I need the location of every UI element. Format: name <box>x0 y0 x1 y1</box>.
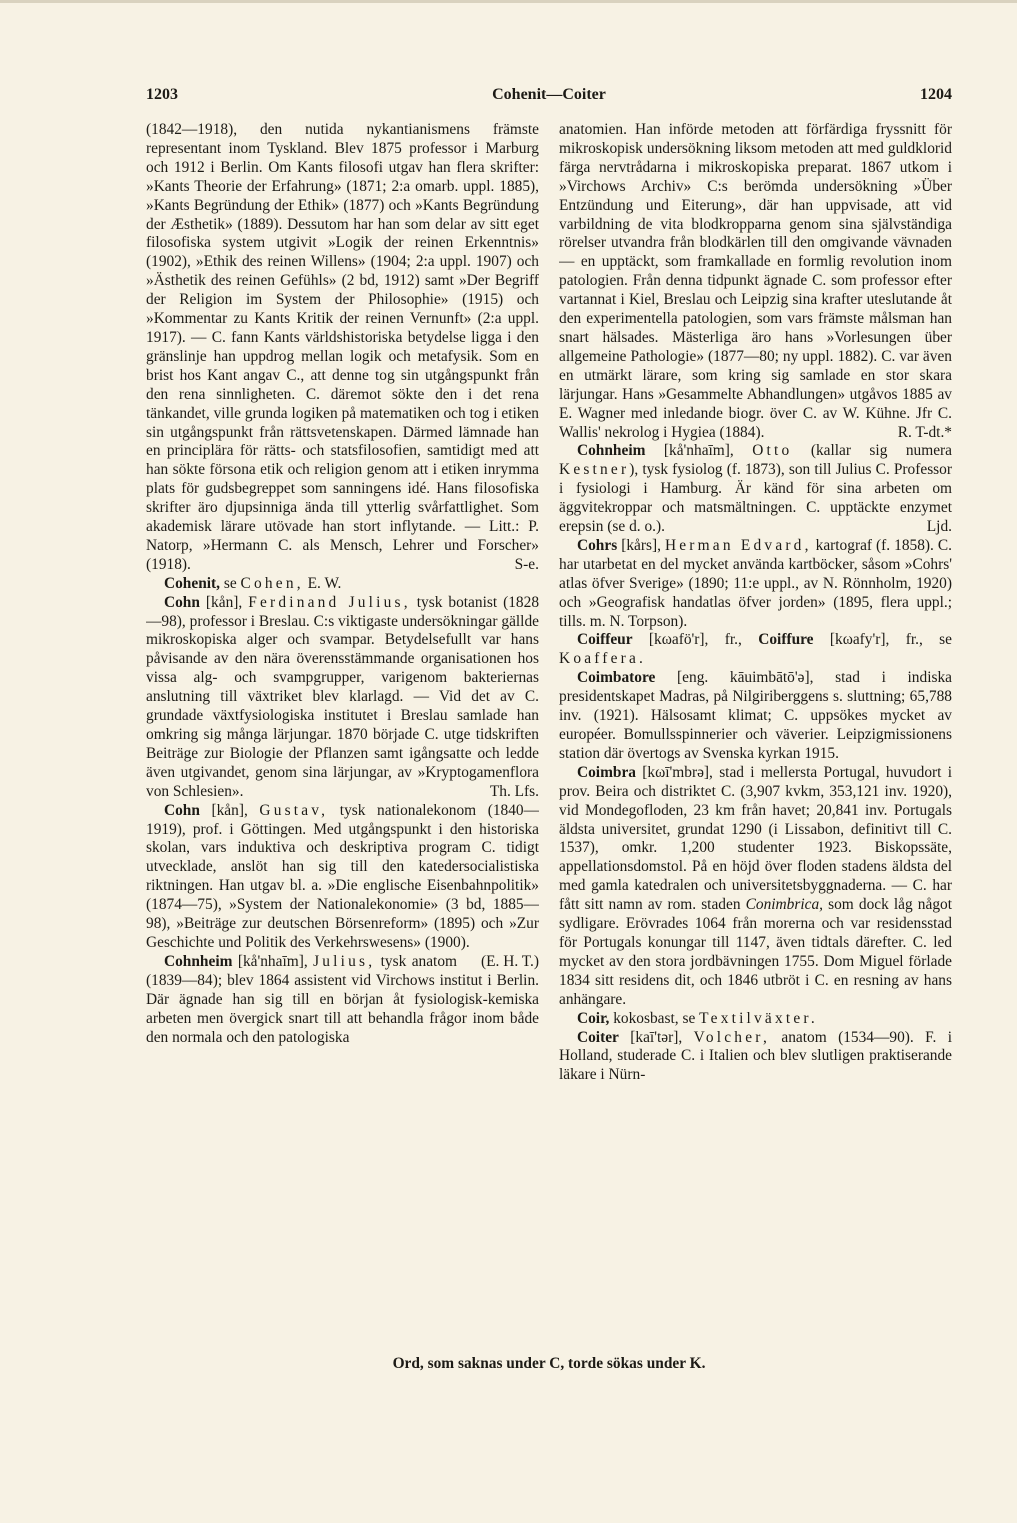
entry-text: [eng. kāuimbātō'ə], stad i indiska presidentskapet Madras, på Nilgiriberggens s. sluttning; 65,788 inv. (1921). Hälsosamt klimat; C. uppsökes mycket av européer. Bomullsspinnerier och väverier. Leipzigmissionens station där övertogs av Svenska kyrkan 1915. <box>559 669 952 762</box>
entry-text: tysk nationalekonom (1840—1919), prof. i Göttingen. Med utgångspunkt i den historiska skolan, vars induktiva och deskriptiva program C. tidigt utvecklade, anslöt han sig till den katedersocialistiska riktningen. Han utgav bl. a. »Die englische Eisenbahnpolitik» (1874—75), »System der Nationalekonomie» (3 bd, 1885—98), »Beiträge zur deutschen Börsenreform» (1895) och »Zur Geschichte und Politik des Verkehrswesens» (1900). <box>146 801 539 951</box>
entry-text: se <box>220 574 241 592</box>
entry-coiffeur <box>559 631 952 669</box>
entry-coiter <box>559 1029 952 1086</box>
headword: Cohnheim <box>577 442 646 460</box>
entry-text: (kallar sig numera <box>792 442 952 460</box>
author-signature: R. T-dt.* <box>897 423 952 441</box>
author-signature: (E. H. T.) <box>481 952 539 970</box>
person-name: Otto <box>752 442 793 460</box>
headword: Coiffure <box>758 631 814 649</box>
person-name: Herman Edvard, <box>664 536 812 554</box>
pronunciation: [kårs], <box>617 536 665 554</box>
pronunciation: [kaī'tər], <box>618 1028 694 1046</box>
page-number-right: 1204 <box>920 86 952 103</box>
cross-reference: Textilväxter. <box>699 1009 818 1027</box>
headword: Coir, <box>577 1009 610 1027</box>
entry-coir <box>559 1010 952 1029</box>
entry-cohnheim-otto <box>559 442 952 537</box>
entry-text: ), tysk fysiolog (f. 1873), son till Julius C. Professor i fysiologi i Hamburg. Är känd för sina arbeten om äggvitekroppar och matsmältningen. C. upptäckte enzymet erepsin (se d. o.). <box>559 461 952 536</box>
author-signature: Th. Lfs. <box>489 782 539 800</box>
person-name: Ferdinand Julius, <box>248 593 411 611</box>
page-number-left: 1203 <box>146 86 178 103</box>
headword: Coimbatore <box>577 669 656 687</box>
right-column <box>559 121 952 1356</box>
entry-text: kartograf (f. 1858). C. har utarbetat en del mycket använda kartböcker, såsom »Cohrs' atlas öfver Sverige» (1890; 11:e uppl., av N. Rönnholm, 1920) och »Geografisk handatlas öfver jorden» (1895, flera uppl.; tills. m. N. Torpson). <box>559 536 952 630</box>
running-title: Cohenit—Coiter <box>492 86 606 103</box>
entry-text: (1842—1918), den nutida nykantianismens främste representant inom Tyskland. Blev 1875 professor i Marburg och 1912 i Berlin. Om Kants filosofi utgav han flera skrifter: »Kants Theorie der Erfahrung» (1871; 2:a omarb. uppl. 1885), »Kants Begründung der Ethik» (1877) och »Kants Begründung der Æsthetik» (1889). Dessutom har han som delar av sitt eget filosofiska system utgivit »Logik der reinen Erkenntnis» (1902), »Ethik des reinen Willens» (1904; 2:a uppl. 1907) och »Ästhetik des reinen Gefühls» (2 bd, 1912) samt »Der Begriff der Religion im System der Philosophie» (1915) och »Kommentar zu Kants Kritik der reinen Vernunft» (2:a uppl. 1917). — C. fann Kants världshistoriska betydelse ligga i den gränslinje han uppdrog mellan logik och metafysik. Som en brist hos Kant angav C., att denne tog sin utgångspunkt från den rena sinnligheten. C. däremot sökte den i det rena tänkandet, ville grunda logiken på matematiken och tog i etiken sin utgångspunkt från rättsvetenskapen. Därmed lämnade han en principlära för rätts- och statsfilosofien, samtidigt med att han sökte försona etik och religion genom att i etiken inrymma plats för gudsbegreppet som sanningens idé. Hans filosofiska skrifter äro djupsinniga ända till ytterlig svårfattlighet. Som akademisk lärare utövade han stort inflytande. — Litt.: P. Natorp, »Hermann C. als Mensch, Lehrer und Forscher» (1918). <box>146 121 539 573</box>
headword: Coiter <box>577 1028 619 1046</box>
left-column <box>146 121 539 1356</box>
entry-text: tysk anatom (1839—84); blev 1864 assistent vid Virchows institut i Berlin. Där ägnade han sig till en början åt fysiologisk-kemiska arbeten men övergick snart till att behandla frågor inom både den normala och den patologiska <box>146 952 539 1046</box>
pronunciation: [kån], <box>199 801 260 819</box>
person-name: Julius, <box>313 952 376 970</box>
running-header <box>146 86 952 110</box>
entry-text: E. W. <box>303 574 342 592</box>
page-top-rule <box>0 0 1017 3</box>
text-columns <box>146 121 952 1356</box>
headword: Coiffeur <box>577 631 633 649</box>
entry-cohen-continued <box>146 121 539 575</box>
latin-name: Conimbrica, <box>745 896 824 914</box>
entry-coimbra <box>559 764 952 1010</box>
entry-text: som dock låg något sydligare. Erövrades 1064 från morerna och var residensstad för Portugals konungar till 1147, även tidtals därefter. C. led mycket av den stora jordbävningen 1755. Dom Miguel förlade 1834 sitt residens dit, och 1846 utbröt i C. en resning av hans anhängare. <box>559 896 952 1008</box>
author-signature: S-e. <box>514 555 539 573</box>
entry-text: tysk botanist (1828—98), professor i Breslau. C:s viktigaste undersökningar gällde mikroskopiska alger och svampar. Betydelsefullt var hans påvisande av den nära överensstämmande organisationen hos vissa alg- och svampgrupper, varigenom bakteriernas anslutning till växtriket blev klarlagd. — Vid det av C. grundade växtfysiologiska institutet i Breslau samlade han omkring sig många lärjungar. 1870 började C. utge tidskriften Beiträge zur Biologie der Pflanzen samt igångsatte och ledde även utgivandet, genom sina lärjungar, av »Kryptogamenflora von Schlesien». <box>146 593 539 800</box>
entry-cohnheim-julius-continued <box>559 121 952 442</box>
entry-text: [kωī'mbrə], stad i mellersta Portugal, huvudort i prov. Beira och distriktet C. (3,907 kvkm, 353,121 inv. 1920), vid Mondegofloden, 23 km från havet; 20,841 inv. Portugals äldsta universitet, grundat 1290 (i Lissabon, definitivt till C. 1537), omkr. 1,200 studenter 1923. Biskopssäte, appellationsdomstol. På en höjd över floden stadens äldsta del med gamla katedralen och universitetsbyggnaderna. — C. har fått sitt namn av rom. staden <box>559 763 952 914</box>
headword: Coimbra <box>577 763 636 781</box>
pronunciation: [kωafö'r], fr., <box>632 631 759 649</box>
entry-text: anatom (1534—90). F. i Holland, studerade C. i Italien och blev slutligen praktiserande läkare i Nürn- <box>559 1028 952 1084</box>
headword: Cohn <box>164 593 200 611</box>
alternate-name: Kestner <box>559 461 630 479</box>
pronunciation: [kån], <box>199 593 249 611</box>
headword: Cohnheim <box>164 952 233 970</box>
headword: Cohn <box>164 801 200 819</box>
headword: Cohrs <box>577 536 618 554</box>
cross-reference: Koaffera. <box>559 650 647 668</box>
author-signature: Ljd. <box>926 518 952 536</box>
pronunciation: [kωafy'r], fr., se <box>813 631 952 649</box>
entry-text: kokosbast, se <box>609 1009 700 1027</box>
entry-cohrs <box>559 537 952 632</box>
cross-reference: Cohen, <box>240 574 304 592</box>
footer-note: Ord, som saknas under C, torde sökas under K. <box>392 1355 706 1372</box>
pronunciation: [kå'nhaīm], <box>232 952 314 970</box>
entry-text: anatomien. Han införde metoden att förfärdiga fryssnitt för mikroskopisk undersökning liksom metoden att med guldklorid färga nervtrådarna i mikroskopiska preparat. 1867 utkom i »Virchows Archiv» C:s berömda undersökning »Über Entzündung und Eiterung», där han uppvisade, att vid varbildning de vita blodkropparna genom sina självständiga rörelser utvandra från blodkärlen till den omgivande vävnaden — en upptäckt, som framkallade en formlig revolution inom patologien. Från denna tidpunkt ägnade C. som professor efter vartannat i Kiel, Breslau och Leipzig sina krafter uteslutande åt den experimentella patologien, som vars främste målsman han snart hälsades. Mästerliga äro hans »Vorlesungen über allgemeine Pathologie» (1877—80; ny uppl. 1882). C. var även en utmärkt lärare, som kring sig samlade en stor skara lärjungar. Hans »Gesammelte Abhandlungen» utgåvos 1885 av E. Wagner med inledande biogr. över C. av W. Kühne. Jfr C. Wallis' nekrolog i Hygiea (1884). <box>559 121 952 441</box>
entry-cohenit <box>146 575 539 594</box>
person-name: Gustav, <box>259 801 329 819</box>
headword: Cohenit, <box>164 574 221 592</box>
entry-cohn-ferdinand <box>146 594 539 802</box>
entry-coimbatore <box>559 669 952 764</box>
person-name: Volcher, <box>693 1028 770 1046</box>
pronunciation: [kå'nhaīm], <box>645 442 753 460</box>
